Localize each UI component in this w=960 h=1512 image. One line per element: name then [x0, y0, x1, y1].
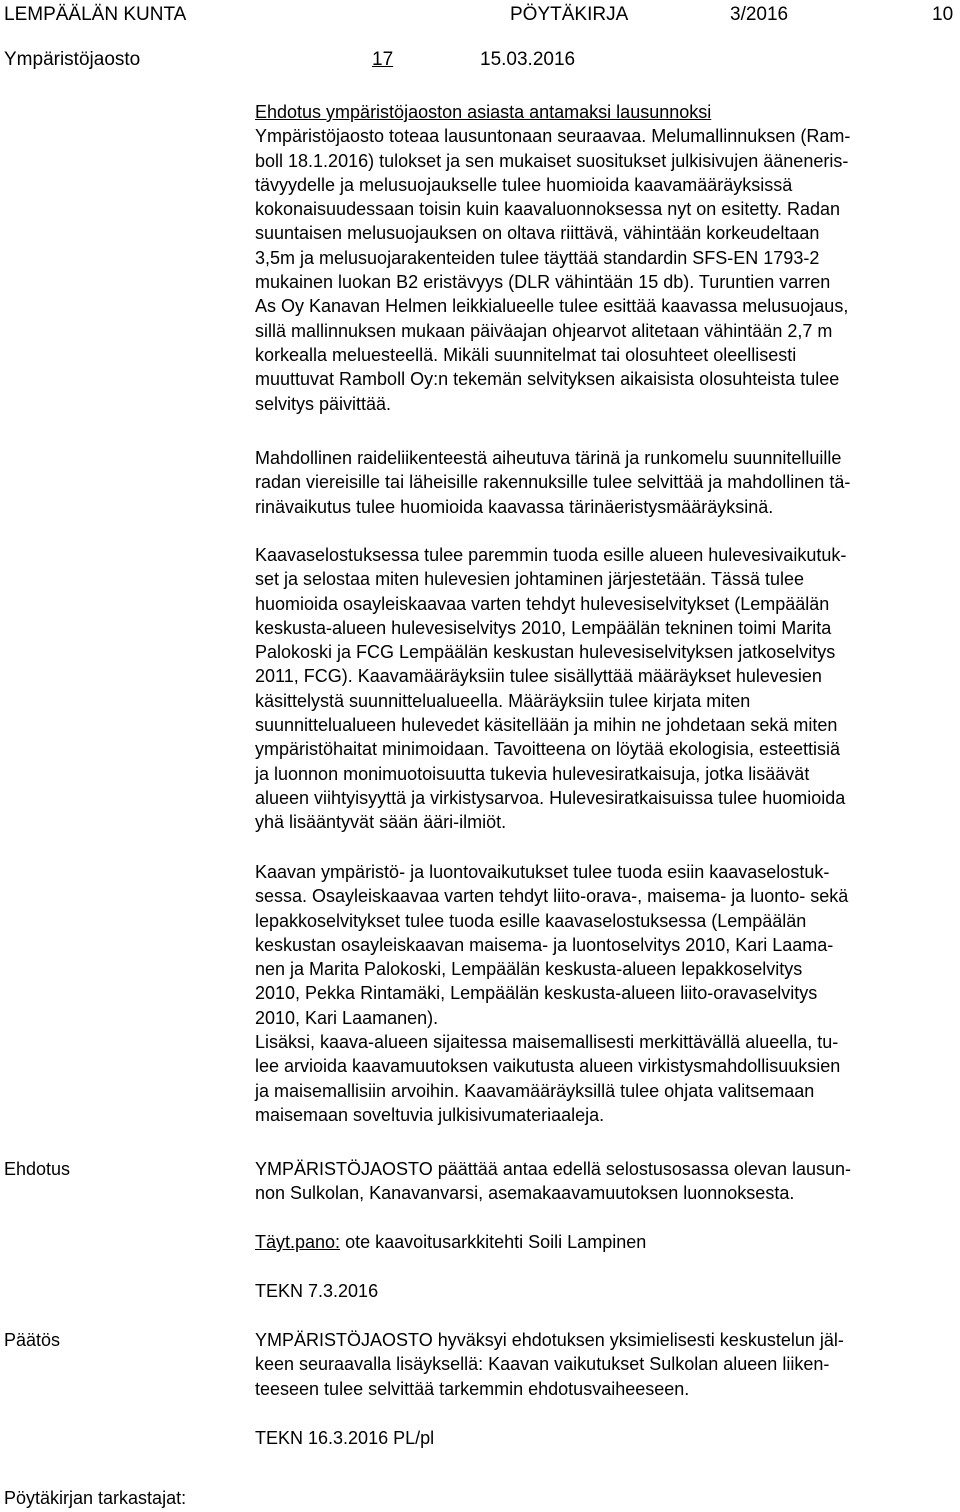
- meeting-date: 15.03.2016: [480, 49, 576, 70]
- text-line: kokonaisuudessaan toisin kuin kaavaluonnoksessa nyt on esitetty. Radan: [255, 199, 841, 220]
- text-line: boll 18.1.2016) tulokset ja sen mukaiset suositukset julkisivujen ääneneris-: [255, 150, 849, 171]
- text-line: set ja selostaa miten hulevesien johtaminen järjestetään. Tässä tulee: [255, 569, 804, 590]
- text-line: sessa. Osayleiskaavaa varten tehdyt liito-orava-, maisema- ja luonto- sekä: [255, 886, 849, 907]
- text-line: 2010, Kari Laamanen).: [255, 1007, 439, 1028]
- text-line: nen ja Marita Palokoski, Lempäälän keskusta-alueen lepakkoselvitys: [255, 959, 803, 980]
- text-line: YMPÄRISTÖJAOSTO hyväksyi ehdotuksen yksimielisesti keskustelun jäl-: [255, 1330, 844, 1350]
- text-line: sillä mallinnuksen mukaan päiväajan ohjearvot alitetaan vähintään 2,7 m: [255, 320, 833, 341]
- preparer-label: Täyt.pano:: [255, 1232, 341, 1252]
- text-line: non Sulkolan, Kanavanvarsi, asemakaavamuutoksen luonnoksesta.: [255, 1183, 795, 1204]
- stormwater-paragraph: [255, 543, 846, 835]
- text-line: muuttuvat Ramboll Oy:n tekemän selvityksen aikaisista olosuhteista tulee: [255, 369, 840, 390]
- text-line: suunnittelualueen hulevedet käsitellään ja mihin ne johdetaan sekä miten: [255, 715, 838, 736]
- text-line: yhä lisääntyvät sään ääri-ilmiöt.: [255, 812, 507, 833]
- proposal-text: [255, 1157, 851, 1206]
- text-line: suuntaisen melusuojauksen on oltava riittävä, vähintään korkeudeltaan: [255, 223, 820, 244]
- section-number: 17: [372, 49, 394, 70]
- text-line: keskustan osayleiskaavan maisema- ja luontoselvitys 2010, Kari Laama-: [255, 934, 834, 955]
- text-line: ja maisemallisiin arvoihin. Kaavamääräyksillä tulee ohjata valitsemaan: [255, 1080, 815, 1101]
- preparer-value: ote kaavoitusarkkitehti Soili Lampinen: [340, 1232, 647, 1252]
- text-line: 2010, Pekka Rintamäki, Lempäälän keskusta-alueen liito-oravaselvitys: [255, 983, 818, 1004]
- text-line: keen seuraavalla lisäyksellä: Kaavan vaikutukset Sulkolan alueen liiken-: [255, 1354, 830, 1375]
- decision-label: Päätös: [4, 1330, 61, 1350]
- text-line: As Oy Kanavan Helmen leikkialueelle tulee esittää kaavassa melusuojaus,: [255, 296, 849, 317]
- text-line: Mahdollinen raideliikenteestä aiheutuva tärinä ja runkomelu suunnitelluille: [255, 448, 842, 468]
- text-line: Ympäristöjaosto toteaa lausuntonaan seuraavaa. Melumallinnuksen (Ram-: [255, 126, 851, 147]
- text-line: käsittelystä suunnittelualueella. Määräyksiin tulee kirjata miten: [255, 690, 751, 711]
- text-line: keskusta-alueen hulevesiselvitys 2010, Lempäälän tekninen toimi Marita: [255, 617, 832, 638]
- statement-title: Ehdotus ympäristöjaoston asiasta antamaksi lausunnoksi: [255, 102, 712, 122]
- decision-stamp: TEKN 16.3.2016 PL/pl: [255, 1428, 435, 1448]
- text-line: selvitys päivittää.: [255, 393, 392, 414]
- text-line: Lisäksi, kaava-alueen sijaitessa maisemallisesti merkittävällä alueella, tu-: [255, 1032, 839, 1053]
- text-line: 3,5m ja melusuojarakenteiden tulee täyttää standardin SFS-EN 1793-2: [255, 247, 820, 268]
- text-line: korkealla meluesteellä. Mikäli suunnitelmat tai olosuhteet oleellisesti: [255, 344, 797, 365]
- text-line: maisemaan soveltuvia julkisivumateriaaleja.: [255, 1104, 605, 1125]
- text-line: Palokoski ja FCG Lempäälän keskustan hulevesiselvityksen jatkoselvitys: [255, 642, 836, 663]
- text-line: alueen viihtyisyyttä ja virkistysarvoa. Hulevesiratkaisuissa tulee huomioida: [255, 787, 846, 808]
- text-line: YMPÄRISTÖJAOSTO päättää antaa edellä selostusosassa olevan lausun-: [255, 1159, 851, 1179]
- municipality-name: LEMPÄÄLÄN KUNTA: [4, 4, 187, 25]
- text-line: ympäristöhaitat minimoidaan. Tavoitteena on löytää ekologisia, esteettisiä: [255, 739, 840, 760]
- committee-name: Ympäristöjaosto: [4, 49, 141, 70]
- text-line: rinävaikutus tulee huomioida kaavassa tärinäeristysmääräyksinä.: [255, 496, 774, 517]
- environment-paragraph: [255, 860, 848, 1127]
- text-line: tävyydelle ja melusuojaukselle tulee huomioida kaavamääräyksissä: [255, 174, 793, 195]
- proposal-label: Ehdotus: [4, 1159, 71, 1179]
- text-line: 2011, FCG). Kaavamääräyksiin tulee sisällyttää määräykset hulevesien: [255, 666, 822, 687]
- document-number: 3/2016: [730, 4, 789, 25]
- text-line: ja luonnon monimuotoisuutta tukevia hulevesiratkaisuja, jotka lisäävät: [255, 763, 810, 784]
- text-line: lee arvioida kaavamuutoksen vaikutusta alueen virkistysmahdollisuuksien: [255, 1056, 841, 1077]
- decision-text: [255, 1328, 844, 1401]
- text-line: Kaavaselostuksessa tulee paremmin tuoda esille alueen hulevesivaikutuk-: [255, 545, 847, 565]
- preparer-line: [255, 1230, 646, 1254]
- proposal-stamp: TEKN 7.3.2016: [255, 1281, 379, 1301]
- document-type: PÖYTÄKIRJA: [510, 4, 629, 25]
- proposal-statement-block: [255, 100, 850, 416]
- text-line: lepakkoselvitykset tulee tuoda esille kaavaselostuksessa (Lempäälän: [255, 910, 807, 931]
- vibration-paragraph: [255, 446, 850, 519]
- text-line: radan viereisille tai läheisille rakennuksille tulee selvittää ja mahdollinen tä-: [255, 472, 851, 493]
- text-line: huomioida osayleiskaavaa varten tehdyt hulevesiselvitykset (Lempäälän: [255, 593, 830, 614]
- text-line: Kaavan ympäristö- ja luontovaikutukset tulee tuoda esiin kaavaselostuk-: [255, 862, 830, 882]
- text-line: mukainen luokan B2 eristävyys (DLR vähintään 15 db). Turuntien varren: [255, 272, 831, 293]
- text-line: teeseen tulee selvittää tarkemmin ehdotusvaiheeseen.: [255, 1378, 690, 1399]
- minutes-checkers-label: Pöytäkirjan tarkastajat:: [4, 1488, 187, 1508]
- page-number: 10: [932, 4, 954, 25]
